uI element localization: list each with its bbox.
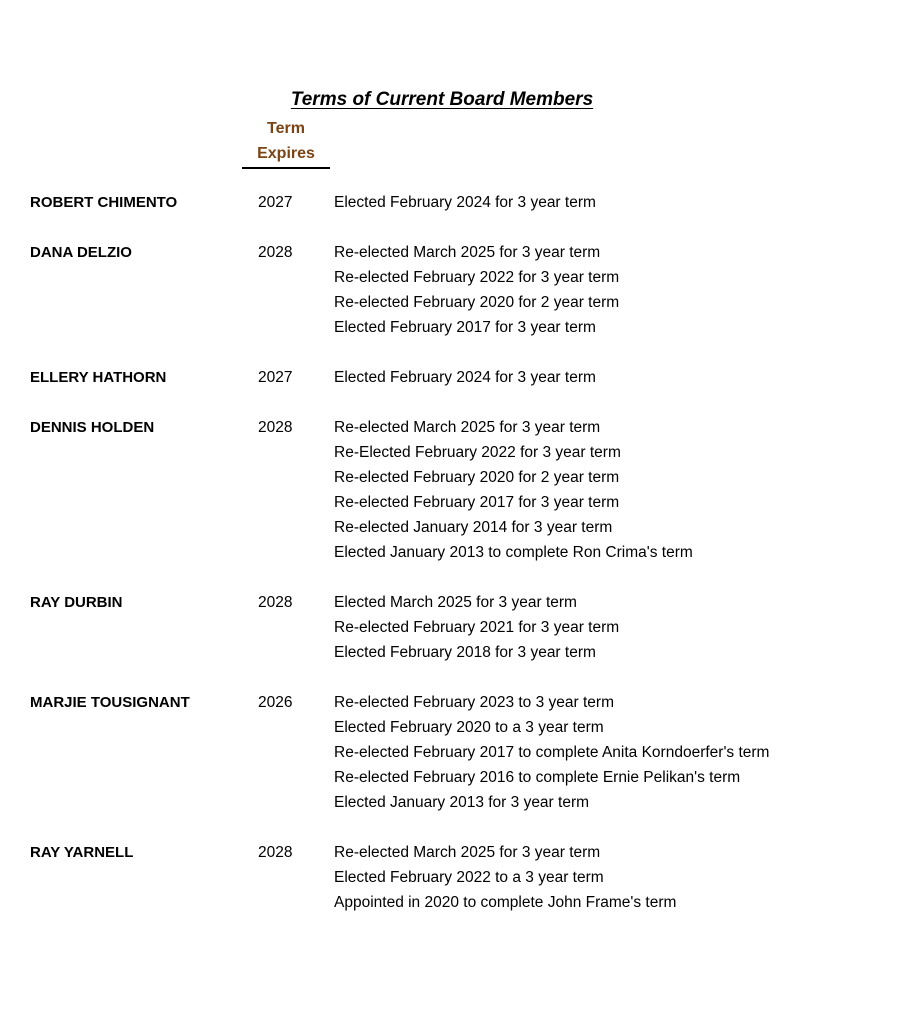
term-header-line-1: Term [267, 120, 305, 137]
term-history-entry: Elected January 2013 for 3 year term [334, 794, 590, 811]
term-history-entry: Re-elected February 2020 for 2 year term [334, 294, 620, 311]
term-history [334, 690, 890, 815]
term-history [334, 190, 890, 215]
board-member-row [30, 590, 890, 665]
term-history [334, 240, 890, 340]
term-expires-header [242, 116, 330, 169]
term-history-entry: Elected February 2017 for 3 year term [334, 319, 596, 336]
member-name: MARJIE TOUSIGNANT [30, 694, 190, 711]
member-name: ELLERY HATHORN [30, 369, 167, 386]
member-name: DANA DELZIO [30, 244, 132, 261]
term-history-entry: Re-elected February 2020 for 2 year term [334, 469, 620, 486]
term-history-entry: Re-elected February 2017 to complete Anita Korndoerfer's term [334, 744, 770, 761]
term-expires-year: 2028 [258, 594, 293, 611]
board-member-row [30, 190, 890, 215]
term-history-entry: Appointed in 2020 to complete John Frame's term [334, 894, 677, 911]
board-members-list [30, 190, 890, 915]
board-member-row [30, 840, 890, 915]
term-expires-year: 2028 [258, 419, 293, 436]
term-expires-year: 2027 [258, 369, 293, 386]
term-history-entry: Re-elected January 2014 for 3 year term [334, 519, 613, 536]
member-name: RAY YARNELL [30, 844, 134, 861]
board-member-row [30, 365, 890, 390]
term-expires-year: 2028 [258, 244, 293, 261]
term-history-entry: Re-elected March 2025 for 3 year term [334, 844, 601, 861]
term-history-entry: Elected February 2018 for 3 year term [334, 644, 596, 661]
term-history-entry: Elected February 2020 to a 3 year term [334, 719, 604, 736]
board-member-row [30, 415, 890, 565]
page-title: Terms of Current Board Members [290, 89, 594, 110]
term-header-line-2: Expires [257, 145, 315, 162]
term-expires-year: 2028 [258, 844, 293, 861]
term-history-entry: Re-elected February 2022 for 3 year term [334, 269, 620, 286]
term-history-entry: Re-Elected February 2022 for 3 year term [334, 444, 621, 461]
term-history-entry: Elected March 2025 for 3 year term [334, 594, 577, 611]
term-history-entry: Re-elected February 2023 to 3 year term [334, 694, 614, 711]
term-history [334, 590, 890, 665]
member-name: DENNIS HOLDEN [30, 419, 155, 436]
term-history [334, 840, 890, 915]
term-history-entry: Re-elected February 2021 for 3 year term [334, 619, 620, 636]
term-history-entry: Elected February 2024 for 3 year term [334, 369, 596, 386]
term-history-entry: Elected February 2022 to a 3 year term [334, 869, 604, 886]
term-history-entry: Re-elected March 2025 for 3 year term [334, 244, 601, 261]
term-history-entry: Re-elected February 2017 for 3 year term [334, 494, 620, 511]
board-member-row [30, 240, 890, 340]
board-member-row [30, 690, 890, 815]
term-expires-year: 2027 [258, 194, 293, 211]
term-history-entry: Re-elected March 2025 for 3 year term [334, 419, 601, 436]
term-expires-year: 2026 [258, 694, 293, 711]
term-history [334, 415, 890, 565]
member-name: RAY DURBIN [30, 594, 123, 611]
member-name: ROBERT CHIMENTO [30, 194, 178, 211]
term-history-entry: Elected January 2013 to complete Ron Crima's term [334, 544, 693, 561]
term-history-entry: Re-elected February 2016 to complete Ernie Pelikan's term [334, 769, 741, 786]
term-history [334, 365, 890, 390]
term-history-entry: Elected February 2024 for 3 year term [334, 194, 596, 211]
